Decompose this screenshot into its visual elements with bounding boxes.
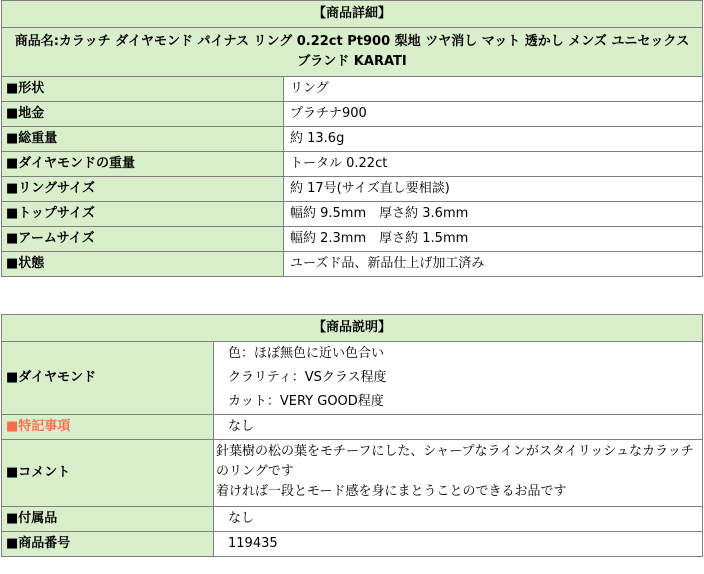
value-diamond-weight: トータル 0.22ct [284, 152, 703, 177]
value-total-weight: 約 13.6g [284, 127, 703, 152]
diamond-cut: カット：VERY GOOD程度 [228, 394, 384, 409]
label-notes: ■特記事項 [2, 415, 214, 440]
product-name: 商品名:カラッチ ダイヤモンド パイナス リング 0.22ct Pt900 梨地 ツヤ消し マット 透かし メンズ ユニセックス ブランド KARATI [2, 28, 703, 77]
value-metal: プラチナ900 [284, 102, 703, 127]
label-comment: ■コメント [2, 440, 214, 507]
label-total-weight: ■総重量 [2, 127, 284, 152]
label-diamond: ■ダイヤモンド [2, 342, 214, 415]
value-shape: リング [284, 77, 703, 102]
label-diamond-weight: ■ダイヤモンドの重量 [2, 152, 284, 177]
description-header: 【商品説明】 [2, 315, 703, 342]
label-condition: ■状態 [2, 252, 284, 277]
details-table [1, 0, 703, 277]
comment-line-2: 着ければ一段とモード感を身にまとうことのできるお品です [216, 484, 567, 499]
value-ring-size: 約 17号(サイズ直し要相談) [284, 177, 703, 202]
label-metal: ■地金 [2, 102, 284, 127]
label-accessories: ■付属品 [2, 507, 214, 532]
value-accessories: なし [214, 507, 703, 532]
label-ring-size: ■リングサイズ [2, 177, 284, 202]
diamond-color: 色：ほぼ無色に近い色合い [228, 346, 385, 361]
description-table [1, 314, 703, 557]
label-shape: ■形状 [2, 77, 284, 102]
value-product-number: 119435 [214, 532, 703, 557]
label-product-number: ■商品番号 [2, 532, 214, 557]
details-header: 【商品詳細】 [2, 1, 703, 28]
label-arm-size: ■アームサイズ [2, 227, 284, 252]
value-diamond [214, 342, 703, 415]
value-comment [214, 440, 703, 507]
label-top-size: ■トップサイズ [2, 202, 284, 227]
value-top-size: 幅約 9.5mm 厚さ約 3.6mm [284, 202, 703, 227]
diamond-clarity: クラリティ：VSクラス程度 [228, 370, 387, 385]
comment-line-1: 針葉樹の松の葉をモチーフにした、シャープなラインがスタイリッシュなカラッチのリングです [216, 444, 694, 479]
value-arm-size: 幅約 2.3mm 厚さ約 1.5mm [284, 227, 703, 252]
value-condition: ユーズド品、新品仕上げ加工済み [284, 252, 703, 277]
value-notes: なし [214, 415, 703, 440]
